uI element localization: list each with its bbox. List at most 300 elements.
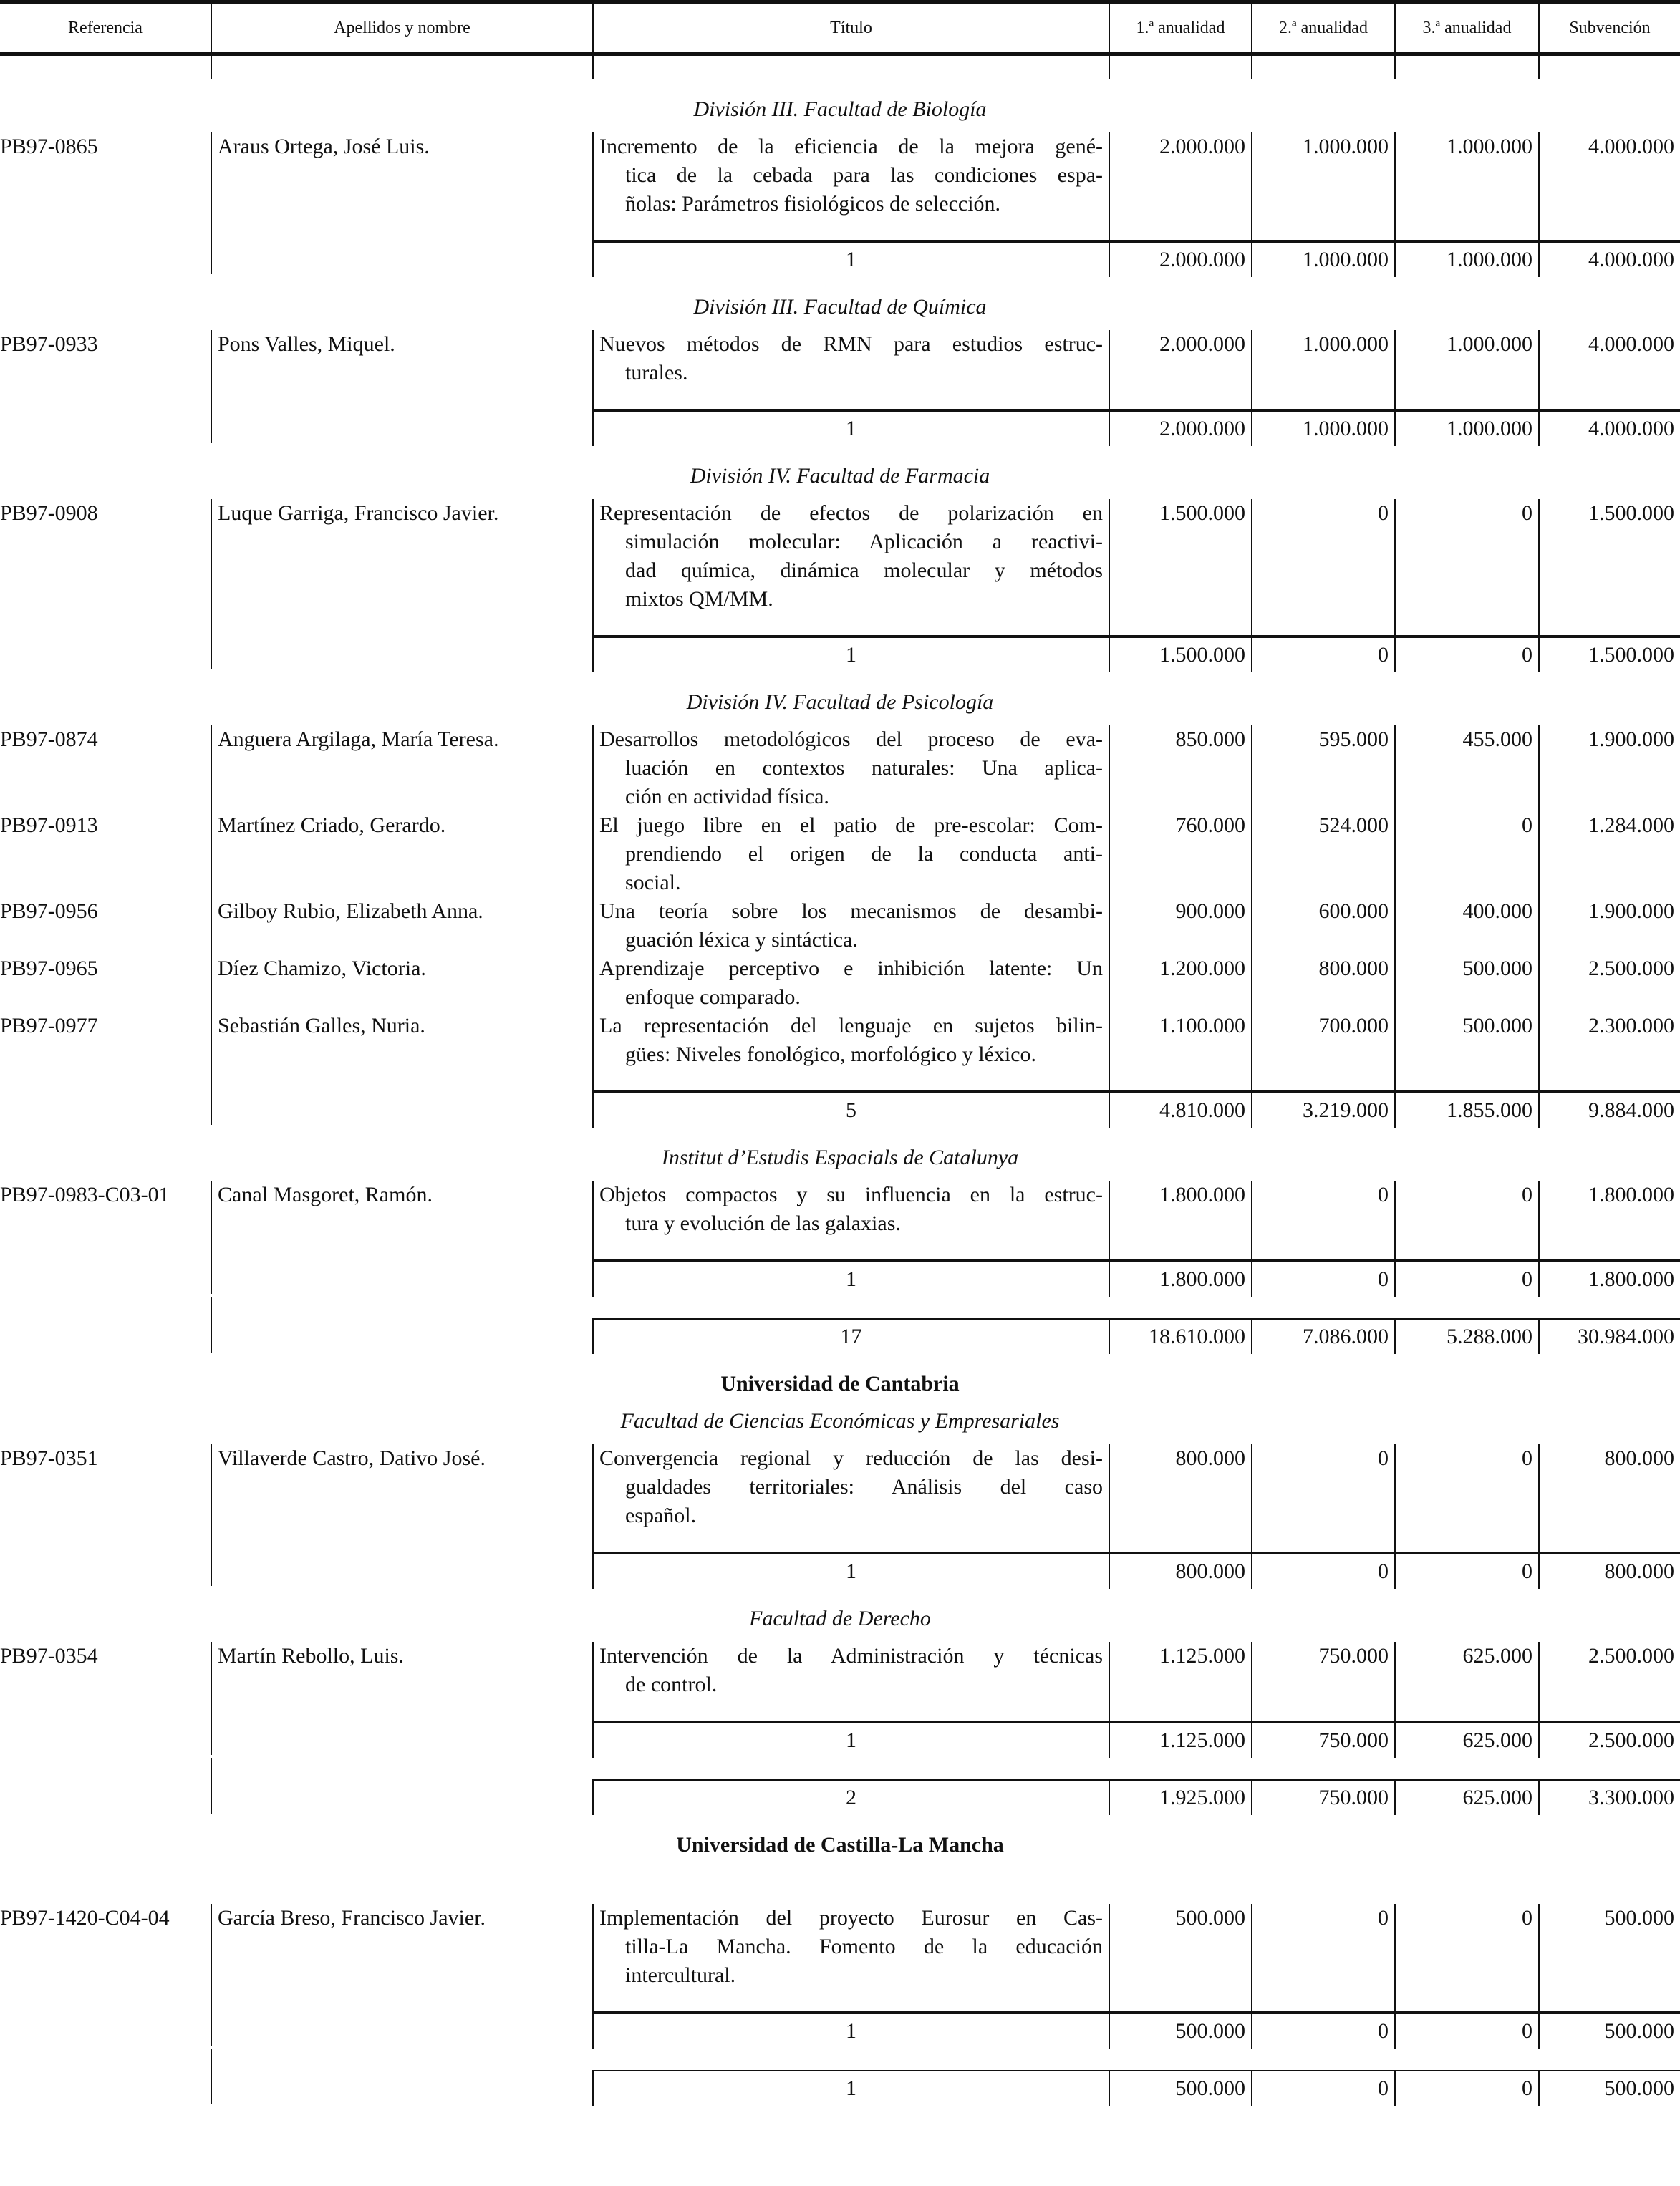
reference: PB97-0983-C03-01: [0, 1183, 170, 1206]
applicant-name: Gilboy Rubio, Elizabeth Anna.: [211, 897, 592, 954]
padding-cell: [0, 1530, 211, 1552]
padding-cell: [1251, 614, 1394, 635]
applicant-name: Martín Rebollo, Luis.: [211, 1642, 592, 1699]
header-apellidos-nombre: Apellidos y nombre: [211, 4, 592, 52]
title-line: gües: Niveles fonológico, morfológico y léxico.: [625, 1043, 1037, 1066]
table-row: [0, 897, 1680, 954]
anualidad-2: 700.000: [1251, 1012, 1394, 1069]
total-subvencion: 800.000: [1538, 1552, 1680, 1589]
empty-cell: [211, 1259, 592, 1294]
subvencion: 1.900.000: [1538, 725, 1680, 811]
anualidad-1: 850.000: [1109, 725, 1251, 811]
row-padding: [0, 387, 1680, 409]
total-subvencion: 500.000: [1538, 2070, 1680, 2106]
padding-cell: [592, 218, 1109, 240]
padding-cell: [592, 1530, 1109, 1552]
project-count: 1: [592, 240, 1109, 277]
padding-cell: [1394, 2049, 1538, 2070]
padding-cell: [0, 1758, 211, 1779]
total-anualidad-2: 0: [1251, 2011, 1394, 2049]
padding-cell: [211, 1530, 592, 1552]
anualidad-2: 1.000.000: [1251, 132, 1394, 218]
padding-cell: [1394, 614, 1538, 635]
project-count: 1: [592, 635, 1109, 672]
total-anualidad-2: 1.000.000: [1251, 409, 1394, 446]
title-line: intercultural.: [625, 1963, 736, 1987]
padding-cell: [592, 1297, 1109, 1318]
subvencion: 1.500.000: [1538, 499, 1680, 614]
subvencion: 4.000.000: [1538, 330, 1680, 387]
padding-cell: [1394, 1238, 1538, 1259]
empty-cell: [0, 2070, 211, 2104]
total-anualidad-3: 0: [1394, 1552, 1538, 1589]
anualidad-1: 760.000: [1109, 811, 1251, 897]
padding-cell: [1538, 1530, 1680, 1552]
padding-cell: [211, 1297, 592, 1318]
total-anualidad-2: 0: [1251, 2070, 1394, 2106]
row-padding: [0, 1699, 1680, 1721]
row-padding: [0, 218, 1680, 240]
anualidad-2: 750.000: [1251, 1642, 1394, 1699]
subvencion: 1.284.000: [1538, 811, 1680, 897]
total-anualidad-1: 1.925.000: [1109, 1779, 1251, 1815]
empty-cell: [0, 1552, 211, 1586]
anualidad-3: 1.000.000: [1394, 132, 1538, 218]
title-line: turales.: [625, 361, 688, 385]
section-spacer: [0, 1868, 1680, 1904]
subtotal-row: [0, 240, 1680, 277]
anualidad-3: 625.000: [1394, 1642, 1538, 1699]
table-row: [0, 330, 1680, 387]
project-title: [592, 897, 1109, 954]
empty-cell: [211, 2070, 592, 2104]
title-line: luación en contextos naturales: Una aplica-: [625, 756, 1103, 780]
project-title: [592, 132, 1109, 218]
header-subvencion: Subvención: [1538, 4, 1680, 52]
row-padding: [0, 1069, 1680, 1090]
padding-cell: [1394, 387, 1538, 409]
project-title: [592, 1642, 1109, 1699]
project-count: 17: [592, 1318, 1109, 1354]
anualidad-2: 0: [1251, 1444, 1394, 1530]
empty-cell: [211, 1779, 592, 1814]
table-row: [0, 811, 1680, 897]
table-row: [0, 1181, 1680, 1238]
total-anualidad-2: 1.000.000: [1251, 240, 1394, 277]
project-title: [592, 499, 1109, 614]
table-row: [0, 132, 1680, 218]
padding-cell: [211, 1069, 592, 1090]
anualidad-1: 2.000.000: [1109, 132, 1251, 218]
applicant-name: Sebastián Galles, Nuria.: [211, 1012, 592, 1069]
padding-cell: [1538, 387, 1680, 409]
padding-cell: [0, 218, 211, 240]
applicant-name: Pons Valles, Miquel.: [211, 330, 592, 387]
total-anualidad-1: 500.000: [1109, 2011, 1251, 2049]
padding-cell: [0, 1699, 211, 1721]
anualidad-2: 524.000: [1251, 811, 1394, 897]
subvencion: 2.500.000: [1538, 1642, 1680, 1699]
applicant-name: Canal Masgoret, Ramón.: [211, 1181, 592, 1238]
project-title: [592, 1012, 1109, 1069]
total-anualidad-1: 2.000.000: [1109, 240, 1251, 277]
padding-cell: [1538, 1758, 1680, 1779]
title-line: de control.: [625, 1673, 718, 1696]
title-line: prendiendo el origen de la conducta anti-: [625, 842, 1103, 866]
subtotal-row: [0, 635, 1680, 672]
padding-cell: [211, 1990, 592, 2011]
total-anualidad-1: 1.125.000: [1109, 1721, 1251, 1758]
applicant-name: Araus Ortega, José Luis.: [211, 132, 592, 218]
row-padding: [0, 1297, 1680, 1318]
reference: PB97-0933: [0, 332, 98, 356]
title-line: gualdades territoriales: Análisis del caso: [625, 1475, 1103, 1499]
padding-cell: [1394, 1699, 1538, 1721]
padding-cell: [1538, 2049, 1680, 2070]
subvencion: 2.300.000: [1538, 1012, 1680, 1069]
anualidad-3: 0: [1394, 1904, 1538, 1990]
padding-cell: [1538, 614, 1680, 635]
total-anualidad-1: 500.000: [1109, 2070, 1251, 2106]
padding-cell: [1109, 2049, 1251, 2070]
group-total-row: [0, 1318, 1680, 1354]
total-anualidad-3: 625.000: [1394, 1779, 1538, 1815]
padding-cell: [0, 1238, 211, 1259]
padding-cell: [0, 1069, 211, 1090]
anualidad-2: 0: [1251, 499, 1394, 614]
empty-cell: [0, 240, 211, 274]
project-title: [592, 725, 1109, 811]
padding-cell: [211, 218, 592, 240]
anualidad-1: 1.125.000: [1109, 1642, 1251, 1699]
empty-cell: [211, 240, 592, 274]
applicant-name: Villaverde Castro, Dativo José.: [211, 1444, 592, 1530]
subtotal-row: [0, 409, 1680, 446]
title-line: tilla-La Mancha. Fomento de la educación: [625, 1935, 1103, 1958]
total-anualidad-3: 0: [1394, 1259, 1538, 1297]
total-anualidad-2: 750.000: [1251, 1779, 1394, 1815]
anualidad-1: 1.100.000: [1109, 1012, 1251, 1069]
row-padding: [0, 1758, 1680, 1779]
anualidad-1: 800.000: [1109, 1444, 1251, 1530]
padding-cell: [592, 1699, 1109, 1721]
empty-cell: [211, 1552, 592, 1586]
applicant-name: Martínez Criado, Gerardo.: [211, 811, 592, 897]
padding-cell: [1251, 2049, 1394, 2070]
padding-cell: [592, 614, 1109, 635]
empty-cell: [0, 635, 211, 669]
empty-cell: [211, 635, 592, 669]
total-subvencion: 500.000: [1538, 2011, 1680, 2049]
empty-cell: [211, 409, 592, 443]
anualidad-2: 0: [1251, 1181, 1394, 1238]
total-anualidad-3: 1.000.000: [1394, 409, 1538, 446]
header-spacer-row: [0, 56, 1680, 79]
padding-cell: [211, 387, 592, 409]
empty-cell: [0, 1721, 211, 1755]
title-line: Convergencia regional y reducción de las desi-: [599, 1446, 1103, 1470]
table-row: [0, 954, 1680, 1012]
applicant-name: Anguera Argilaga, María Teresa.: [211, 725, 592, 811]
empty-cell: [211, 1090, 592, 1125]
padding-cell: [592, 1238, 1109, 1259]
padding-cell: [0, 1990, 211, 2011]
applicant-name: Díez Chamizo, Victoria.: [211, 954, 592, 1012]
header-anualidad-3: 3.ª anualidad: [1394, 4, 1538, 52]
total-subvencion: 1.800.000: [1538, 1259, 1680, 1297]
table-row: [0, 1012, 1680, 1069]
header-anualidad-2: 2.ª anualidad: [1251, 4, 1394, 52]
applicant-name: Luque Garriga, Francisco Javier.: [211, 499, 592, 614]
title-line: La representación del lenguaje en sujetos bilin-: [599, 1014, 1103, 1038]
row-padding: [0, 1238, 1680, 1259]
padding-cell: [1109, 1238, 1251, 1259]
section-heading: División III. Facultad de Química: [693, 295, 987, 319]
padding-cell: [592, 1069, 1109, 1090]
total-subvencion: 1.500.000: [1538, 635, 1680, 672]
title-line: español.: [625, 1504, 697, 1527]
padding-cell: [1109, 1990, 1251, 2011]
padding-cell: [1251, 387, 1394, 409]
padding-cell: [1538, 1990, 1680, 2011]
subtotal-row: [0, 1259, 1680, 1297]
empty-cell: [0, 2011, 211, 2046]
title-line: enfoque comparado.: [625, 985, 801, 1009]
title-line: Desarrollos metodológicos del proceso de eva-: [599, 727, 1103, 751]
padding-cell: [1251, 1069, 1394, 1090]
padding-cell: [1109, 218, 1251, 240]
anualidad-2: 600.000: [1251, 897, 1394, 954]
reference: PB97-0908: [0, 501, 98, 525]
padding-cell: [211, 2049, 592, 2070]
subtotal-row: [0, 1090, 1680, 1128]
reference: PB97-0354: [0, 1644, 98, 1668]
reference: PB97-0956: [0, 899, 98, 923]
section-heading: Institut d’Estudis Espacials de Catalunya: [661, 1146, 1019, 1169]
empty-cell: [0, 1090, 211, 1125]
table-row: [0, 725, 1680, 811]
table-row: [0, 1444, 1680, 1530]
subvencion: 800.000: [1538, 1444, 1680, 1530]
total-anualidad-1: 1.500.000: [1109, 635, 1251, 672]
row-padding: [0, 1530, 1680, 1552]
table-row: [0, 1904, 1680, 1990]
total-anualidad-2: 750.000: [1251, 1721, 1394, 1758]
header-titulo: Título: [592, 4, 1109, 52]
project-title: [592, 1181, 1109, 1238]
empty-cell: [211, 1318, 592, 1353]
padding-cell: [1394, 1297, 1538, 1318]
empty-cell: [211, 2011, 592, 2046]
padding-cell: [1251, 1990, 1394, 2011]
section-heading: Facultad de Ciencias Económicas y Empresariales: [620, 1409, 1060, 1433]
anualidad-3: 0: [1394, 811, 1538, 897]
project-title: [592, 1444, 1109, 1530]
total-anualidad-1: 1.800.000: [1109, 1259, 1251, 1297]
total-anualidad-1: 800.000: [1109, 1552, 1251, 1589]
subtotal-row: [0, 1721, 1680, 1758]
project-title: [592, 954, 1109, 1012]
anualidad-2: 595.000: [1251, 725, 1394, 811]
row-padding: [0, 614, 1680, 635]
padding-cell: [0, 614, 211, 635]
padding-cell: [592, 1990, 1109, 2011]
title-line: tica de la cebada para las condiciones espa-: [625, 163, 1103, 187]
total-anualidad-1: 2.000.000: [1109, 409, 1251, 446]
padding-cell: [0, 1297, 211, 1318]
total-anualidad-3: 625.000: [1394, 1721, 1538, 1758]
anualidad-2: 800.000: [1251, 954, 1394, 1012]
reference: PB97-0865: [0, 135, 98, 158]
subvencion: 2.500.000: [1538, 954, 1680, 1012]
title-line: Objetos compactos y su influencia en la estruc-: [599, 1183, 1103, 1206]
section-heading: División III. Facultad de Biología: [693, 97, 987, 121]
project-count: 5: [592, 1090, 1109, 1128]
padding-cell: [1251, 1699, 1394, 1721]
padding-cell: [1394, 1990, 1538, 2011]
group-total-row: [0, 1779, 1680, 1815]
title-line: Aprendizaje perceptivo e inhibición latente: Un: [599, 957, 1103, 980]
empty-cell: [0, 409, 211, 443]
padding-cell: [592, 387, 1109, 409]
empty-cell: [0, 1318, 211, 1353]
title-line: Nuevos métodos de RMN para estudios estruc-: [599, 332, 1103, 356]
project-count: 1: [592, 1552, 1109, 1589]
padding-cell: [592, 2049, 1109, 2070]
anualidad-1: 900.000: [1109, 897, 1251, 954]
anualidad-1: 1.500.000: [1109, 499, 1251, 614]
total-anualidad-1: 4.810.000: [1109, 1090, 1251, 1128]
applicant-name: García Breso, Francisco Javier.: [211, 1904, 592, 1990]
anualidad-2: 1.000.000: [1251, 330, 1394, 387]
padding-cell: [0, 387, 211, 409]
padding-cell: [1538, 218, 1680, 240]
reference: PB97-0913: [0, 813, 98, 837]
padding-cell: [1109, 387, 1251, 409]
project-title: [592, 1904, 1109, 1990]
anualidad-3: 0: [1394, 499, 1538, 614]
padding-cell: [1251, 1297, 1394, 1318]
anualidad-2: 0: [1251, 1904, 1394, 1990]
total-anualidad-2: 0: [1251, 1259, 1394, 1297]
project-count: 1: [592, 2011, 1109, 2049]
total-subvencion: 2.500.000: [1538, 1721, 1680, 1758]
table-body: [0, 79, 1680, 2106]
title-line: mixtos QM/MM.: [625, 587, 773, 611]
title-line: tura y evolución de las galaxias.: [625, 1212, 901, 1235]
section-heading: Universidad de Cantabria: [720, 1372, 960, 1396]
total-anualidad-3: 1.855.000: [1394, 1090, 1538, 1128]
title-line: guación léxica y sintáctica.: [625, 928, 858, 952]
anualidad-3: 500.000: [1394, 954, 1538, 1012]
padding-cell: [1109, 1069, 1251, 1090]
padding-cell: [1109, 1530, 1251, 1552]
title-line: ción en actividad física.: [625, 785, 829, 808]
padding-cell: [1538, 1297, 1680, 1318]
empty-cell: [211, 1721, 592, 1755]
project-count: 1: [592, 2070, 1109, 2106]
title-line: Intervención de la Administración y técnicas: [599, 1644, 1103, 1668]
total-anualidad-3: 0: [1394, 2011, 1538, 2049]
project-count: 1: [592, 409, 1109, 446]
anualidad-3: 0: [1394, 1181, 1538, 1238]
subvencion: 1.800.000: [1538, 1181, 1680, 1238]
reference: PB97-0977: [0, 1014, 98, 1038]
section-heading: División IV. Facultad de Farmacia: [690, 464, 990, 488]
padding-cell: [1394, 218, 1538, 240]
title-line: Implementación del proyecto Eurosur en Cas-: [599, 1906, 1103, 1930]
reference: PB97-0874: [0, 727, 98, 751]
padding-cell: [1394, 1069, 1538, 1090]
padding-cell: [1394, 1758, 1538, 1779]
project-count: 1: [592, 1721, 1109, 1758]
subtotal-row: [0, 2011, 1680, 2049]
reference: PB97-1420-C04-04: [0, 1906, 170, 1930]
padding-cell: [1251, 1758, 1394, 1779]
project-count: 1: [592, 1259, 1109, 1297]
padding-cell: [211, 1758, 592, 1779]
anualidad-3: 455.000: [1394, 725, 1538, 811]
total-anualidad-3: 0: [1394, 635, 1538, 672]
total-subvencion: 30.984.000: [1538, 1318, 1680, 1354]
section-heading: División IV. Facultad de Psicología: [686, 690, 994, 714]
title-line: simulación molecular: Aplicación a reactivi-: [625, 530, 1103, 553]
title-line: Representación de efectos de polarización en: [599, 501, 1103, 525]
table-header: [0, 0, 1680, 56]
total-anualidad-3: 0: [1394, 2070, 1538, 2106]
padding-cell: [211, 1699, 592, 1721]
project-count: 2: [592, 1779, 1109, 1815]
table-row: [0, 1642, 1680, 1699]
project-title: [592, 811, 1109, 897]
padding-cell: [1251, 1238, 1394, 1259]
title-line: ñolas: Parámetros fisiológicos de selección.: [625, 192, 1001, 216]
anualidad-1: 1.800.000: [1109, 1181, 1251, 1238]
title-line: Una teoría sobre los mecanismos de desambi-: [599, 899, 1103, 923]
total-anualidad-2: 7.086.000: [1251, 1318, 1394, 1354]
padding-cell: [1538, 1238, 1680, 1259]
subvencion: 4.000.000: [1538, 132, 1680, 218]
row-padding: [0, 1990, 1680, 2011]
title-line: El juego libre en el patio de pre-escolar: Com-: [599, 813, 1103, 837]
header-anualidad-1: 1.ª anualidad: [1109, 4, 1251, 52]
total-anualidad-3: 1.000.000: [1394, 240, 1538, 277]
section-heading: Universidad de Castilla-La Mancha: [676, 1833, 1004, 1857]
padding-cell: [211, 614, 592, 635]
anualidad-1: 500.000: [1109, 1904, 1251, 1990]
total-subvencion: 3.300.000: [1538, 1779, 1680, 1815]
total-subvencion: 9.884.000: [1538, 1090, 1680, 1128]
padding-cell: [1251, 218, 1394, 240]
padding-cell: [211, 1238, 592, 1259]
group-total-row: [0, 2070, 1680, 2106]
table-row: [0, 499, 1680, 614]
padding-cell: [1109, 1297, 1251, 1318]
project-title: [592, 330, 1109, 387]
padding-cell: [1394, 1530, 1538, 1552]
total-subvencion: 4.000.000: [1538, 240, 1680, 277]
empty-cell: [0, 1779, 211, 1814]
reference: PB97-0965: [0, 957, 98, 980]
subvencion: 1.900.000: [1538, 897, 1680, 954]
section-heading: Facultad de Derecho: [749, 1607, 931, 1630]
anualidad-3: 1.000.000: [1394, 330, 1538, 387]
row-padding: [0, 2049, 1680, 2070]
padding-cell: [1109, 1758, 1251, 1779]
anualidad-3: 500.000: [1394, 1012, 1538, 1069]
header-referencia: Referencia: [68, 18, 143, 37]
padding-cell: [1538, 1699, 1680, 1721]
